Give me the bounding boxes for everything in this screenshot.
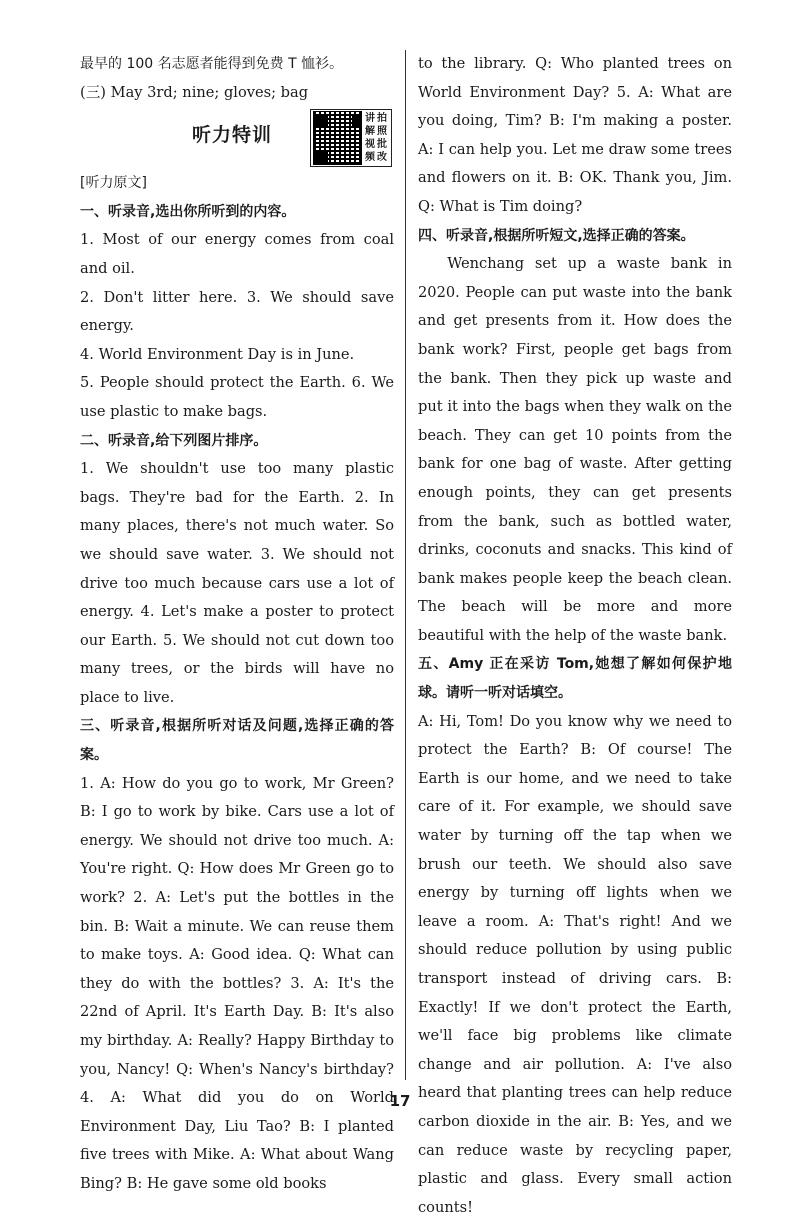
- section-header: [80, 107, 394, 169]
- qr-label-char: 批: [377, 139, 387, 151]
- qr-label-char: 拍: [377, 113, 387, 125]
- qr-code-icon[interactable]: [313, 111, 362, 165]
- qr-label-char: 频: [365, 152, 375, 164]
- answer-line: (三) May 3rd; nine; gloves; bag: [80, 83, 309, 101]
- part5-text: A: Hi, Tom! Do you know why we need to protect the Earth? B: Of course! The Earth is our home, and we need to take care of it. For example, we should save water by turning off the tap when we brush our teeth. We should also save energy by turning off lights when we leave a room. A: That's right! And we should reduce pollution by using public transport instead of driving cars. B: Exactly! If we don't protect the Earth, we'll face big problems like climate change and air pollution. A: I've also heard that planting trees can help reduce carbon dioxide in the air. B: Yes, and we can reduce waste by recycling paper, plastic and glass. Every small action counts!: [418, 712, 732, 1216]
- part2-text: 1. We shouldn't use too many plastic bags. They're bad for the Earth. 2. In many places, there's not much water. So we should save water. 3. We should not drive too much because cars use a lot of energy. 4. Let's make a poster to protect our Earth. 5. We should not cut down too many trees, or the birds will have no place to live.: [80, 460, 394, 706]
- part4-heading: 四、听录音,根据所听短文,选择正确的答案。: [418, 227, 695, 244]
- part3-text: 1. A: How do you go to work, Mr Green? B: I go to work by bike. Cars use a lot of energy. We should not drive too much. A: You're right. Q: How does Mr Green go to work? 2. A: Let's put the bottles in the bin. B: Wait a minute. We can reuse them to make toys. A: Good idea. Q: What can they do with the bottles? 3. A: It's the 22nd of April. It's Earth Day. B: It's also my birthday. A: Really? Happy Birthday to you, Nancy! Q: When's Nancy's birthday? 4. A: What did you do on World Environment Day, Liu Tao? B: I planted five trees with Mike. A: What about Wang Bing? B: He gave some old books: [80, 774, 394, 1192]
- page-number: 17: [389, 1092, 411, 1110]
- column-divider: [405, 50, 406, 1080]
- transcript-label: [听力原文]: [80, 175, 147, 192]
- part1-line: 5. People should protect the Earth. 6. We use plastic to make bags.: [80, 374, 394, 420]
- part1-line: 4. World Environment Day is in June.: [80, 345, 355, 363]
- section-title: 听力特训: [192, 124, 273, 147]
- qr-label: [365, 112, 389, 164]
- intro-text: 最早的 100 名志愿者能得到免费 T 恤衫。: [80, 56, 344, 72]
- qr-label-char: 解: [365, 126, 375, 138]
- part1-heading: 一、听录音,选出你所听到的内容。: [80, 203, 296, 220]
- qr-label-char: 照: [377, 126, 387, 138]
- qr-label-char: 改: [377, 152, 387, 164]
- part2-heading: 二、听录音,给下列图片排序。: [80, 432, 268, 449]
- part5-heading: 五、Amy 正在采访 Tom,她想了解如何保护地球。请听一听对话填空。: [418, 656, 732, 702]
- right-column: [418, 50, 732, 1222]
- part3-heading: 三、听录音,根据所听对话及问题,选择正确的答案。: [80, 718, 394, 764]
- left-column: [80, 50, 394, 1199]
- qr-badge[interactable]: [310, 109, 392, 167]
- part4-text: Wenchang set up a waste bank in 2020. People can put waste into the bank and get presents from it. How does the bank work? First, people get bags from the bank. Then they pick up waste and put it into the bags when they walk on the beach. They can get 10 points from the bank for one bag of waste. After getting enough points, they can get presents from the bank, such as bottled water, drinks, coconuts and snacks. This kind of bank makes people keep the beach clean. The beach will be more and more beautiful with the help of the waste bank.: [418, 255, 732, 644]
- qr-label-char: 视: [365, 139, 375, 151]
- part1-line: 2. Don't litter here. 3. We should save energy.: [80, 288, 394, 335]
- part3-continued: to the library. Q: Who planted trees on World Environment Day? 5. A: What are you doing, Tim? B: I'm making a poster. A: I can help you. Let me draw some trees and flowers on it. B: OK. Thank you, Jim. Q: What is Tim doing?: [418, 55, 732, 215]
- part1-line: 1. Most of our energy comes from coal and oil.: [80, 231, 394, 277]
- qr-label-char: 讲: [365, 113, 375, 125]
